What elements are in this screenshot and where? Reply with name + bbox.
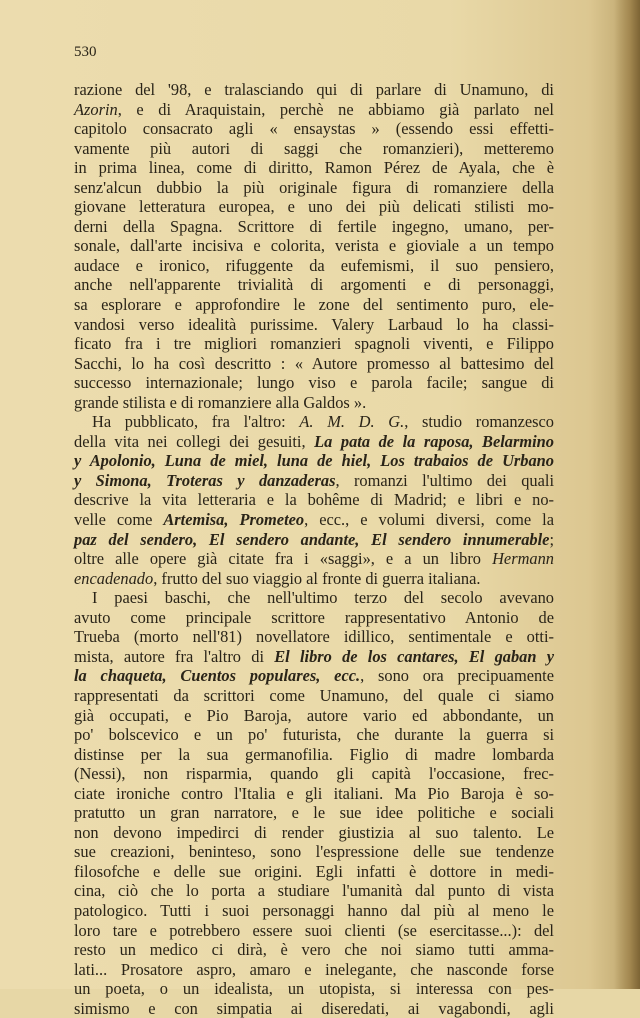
- text-line: [74, 334, 554, 354]
- text-run: , frutto del suo viaggio al fronte di guerra italiana.: [153, 568, 481, 588]
- page-number: 530: [74, 44, 97, 60]
- text-run: pratutto un gran narratore, e le sue idee politiche e sociali: [74, 803, 554, 823]
- text-line: [74, 490, 554, 510]
- text-run: , sono ora precipuamente: [360, 666, 554, 686]
- text-line: [74, 295, 554, 315]
- text-line: [74, 823, 554, 843]
- italic-title: Azorin: [74, 99, 118, 119]
- text-run: (Nessi), non risparmia, quando gli capità l'occasione, frec-: [74, 764, 554, 784]
- text-run: oltre alle opere già citate fra i «saggi», e a un libro: [74, 549, 493, 569]
- text-line: [74, 901, 554, 921]
- text-run: simismo e con simpatia ai diseredati, ai vagabondi, agli: [74, 998, 554, 1018]
- text-run: sue creazioni, beninteso, sono l'espressione delle sue tendenze: [74, 842, 554, 862]
- text-line: [74, 608, 554, 628]
- text-line: [74, 256, 554, 276]
- text-run: mista, autore fra l'altro di: [74, 646, 275, 666]
- text-run: , e di Araquistain, perchè ne abbiamo già parlato nel: [117, 99, 554, 119]
- text-line: [74, 412, 554, 432]
- text-line: [74, 764, 554, 784]
- text-line: [74, 373, 554, 393]
- text-run: avuto come principale scrittore rappresentativo Antonio de: [74, 607, 554, 627]
- text-line: [74, 647, 554, 667]
- text-line: [74, 979, 554, 999]
- text-line: [74, 80, 554, 100]
- italic-title: y Simona, Troteras y danzaderas: [74, 470, 336, 490]
- italic-title: La pata de la raposa, Belarmino: [314, 431, 554, 451]
- text-run: , romanzi l'ultimo dei quali: [335, 470, 554, 490]
- text-line: [74, 921, 554, 941]
- text-line: [74, 217, 554, 237]
- text-line: [74, 471, 554, 491]
- text-run: rappresentati da scrittori come Unamuno, del quale ci siamo: [74, 685, 554, 705]
- text-line: [74, 100, 554, 120]
- italic-title: A. M. D. G.: [299, 412, 405, 432]
- text-run: ficato fra i tre migliori romanzieri spagnoli viventi, e Filippo: [74, 334, 554, 354]
- text-line: [74, 803, 554, 823]
- text-run: della vita nei collegi dei gesuiti,: [74, 431, 315, 451]
- text-line: [74, 569, 554, 589]
- text-run: senz'alcun dubbio la più originale figura di romanziere della: [74, 177, 554, 197]
- text-line: [74, 197, 554, 217]
- text-line: [74, 588, 554, 608]
- italic-title: El libro de los cantares, El gaban y: [274, 646, 554, 666]
- text-run: vandosi verso idealità purissime. Valery Larbaud lo ha classi-: [74, 314, 554, 334]
- text-run: distinse per la sua germanofilia. Figlio di madre lombarda: [74, 744, 554, 764]
- text-run: filosofche e delle sue origini. Egli infatti è dottore in medi-: [74, 861, 554, 881]
- text-run: , studio romanzesco: [404, 412, 555, 432]
- text-run: successo internazionale; lungo viso e parola facile; sangue di: [74, 373, 554, 393]
- text-run: grande stilista e di romanziere alla Galdos ».: [74, 392, 367, 412]
- text-run: lati... Prosatore aspro, amaro e inelegante, che nasconde forse: [74, 959, 554, 979]
- text-run: capitolo consacrato agli « ensaystas » (essendo essi effetti-: [74, 119, 554, 139]
- text-line: [74, 158, 554, 178]
- text-line: [74, 862, 554, 882]
- text-run: Ha pubblicato, fra l'altro:: [92, 412, 300, 432]
- italic-title: encadenado: [74, 568, 154, 588]
- text-line: [74, 940, 554, 960]
- text-run: già occupati, e Pio Baroja, autore vario ed abbondante, un: [74, 705, 554, 725]
- page-edge-shadow: [614, 0, 640, 989]
- text-line: [74, 510, 554, 530]
- text-line: [74, 842, 554, 862]
- text-run: Sacchi, lo ha così descritto : « Autore promesso al battesimo del: [74, 353, 554, 373]
- text-line: [74, 666, 554, 686]
- text-line: [74, 530, 554, 550]
- text-line: [74, 275, 554, 295]
- text-line: [74, 725, 554, 745]
- text-line: [74, 178, 554, 198]
- text-run: sa esplorare e approfondire le zone del sentimento puro, ele-: [74, 295, 554, 315]
- italic-title: Hermann: [492, 549, 554, 569]
- text-line: [74, 451, 554, 471]
- text-run: in prima linea, come di diritto, Ramon Pérez de Ayala, che è: [74, 158, 554, 178]
- text-run: po' bolscevico e un po' futurista, che durante la guerra si: [74, 725, 554, 745]
- text-run: vamente più autori di saggi che romanzieri), metteremo: [74, 138, 554, 158]
- text-run: ;: [549, 529, 554, 549]
- text-run: patologico. Tutti i suoi personaggi hanno dal più al meno le: [74, 900, 554, 920]
- text-line: [74, 960, 554, 980]
- text-line: [74, 393, 554, 413]
- text-line: [74, 549, 554, 569]
- italic-title: la chaqueta, Cuentos populares, ecc.: [74, 666, 361, 686]
- text-line: [74, 119, 554, 139]
- text-line: [74, 432, 554, 452]
- text-line: [74, 881, 554, 901]
- text-line: [74, 706, 554, 726]
- text-run: anche nell'apparente trivialità di argomenti e di personaggi,: [74, 275, 554, 295]
- text-run: velle come: [74, 510, 164, 530]
- text-line: [74, 686, 554, 706]
- text-run: giovane letteratura europea, e uno dei più delicati stilisti mo-: [74, 197, 554, 217]
- text-run: , ecc., e volumi diversi, come la: [304, 510, 555, 530]
- text-line: [74, 139, 554, 159]
- italic-title: paz del sendero, El sendero andante, El sendero innumerable: [74, 529, 550, 549]
- italic-title: y Apolonio, Luna de miel, luna de hiel, Los trabaios de Urbano: [74, 451, 554, 471]
- body-text: [74, 80, 554, 1018]
- text-run: cina, ciò che lo porta a studiare l'umanità dal punto di vista: [74, 881, 554, 901]
- text-line: [74, 236, 554, 256]
- text-run: un poeta, o un idealista, un utopista, si interessa con pes-: [74, 979, 554, 999]
- text-run: Trueba (morto nell'81) novellatore idillico, sentimentale e otti-: [74, 627, 554, 647]
- text-run: audace e ironico, rifuggente da eufemismi, il suo pensiero,: [74, 255, 554, 275]
- text-line: [74, 745, 554, 765]
- text-run: sonale, dall'arte incisiva e colorita, verista e gioviale a un tempo: [74, 236, 554, 256]
- text-line: [74, 354, 554, 374]
- text-run: ciate ironiche contro l'Italia e gli italiani. Ma Pio Baroja è so-: [74, 783, 554, 803]
- italic-title: Artemisa, Prometeo: [163, 510, 305, 530]
- text-run: derni della Spagna. Scrittore di fertile ingegno, umano, per-: [74, 216, 554, 236]
- text-run: descrive la vita letteraria e la bohême di Madrid; e libri e no-: [74, 490, 554, 510]
- text-line: [74, 784, 554, 804]
- text-run: loro tare e potrebbero essere suoi clienti (se esercitasse...): del: [74, 920, 554, 940]
- text-line: [74, 999, 554, 1018]
- text-line: [74, 315, 554, 335]
- text-run: razione del '98, e tralasciando qui di parlare di Unamuno, di: [74, 80, 554, 99]
- text-run: resto un medico ci dirà, è vero che noi siamo tutti amma-: [74, 940, 554, 960]
- text-run: non devono impedirci di render giustizia al suo talento. Le: [74, 822, 554, 842]
- text-line: [74, 627, 554, 647]
- text-run: I paesi baschi, che nell'ultimo terzo del secolo avevano: [92, 588, 554, 608]
